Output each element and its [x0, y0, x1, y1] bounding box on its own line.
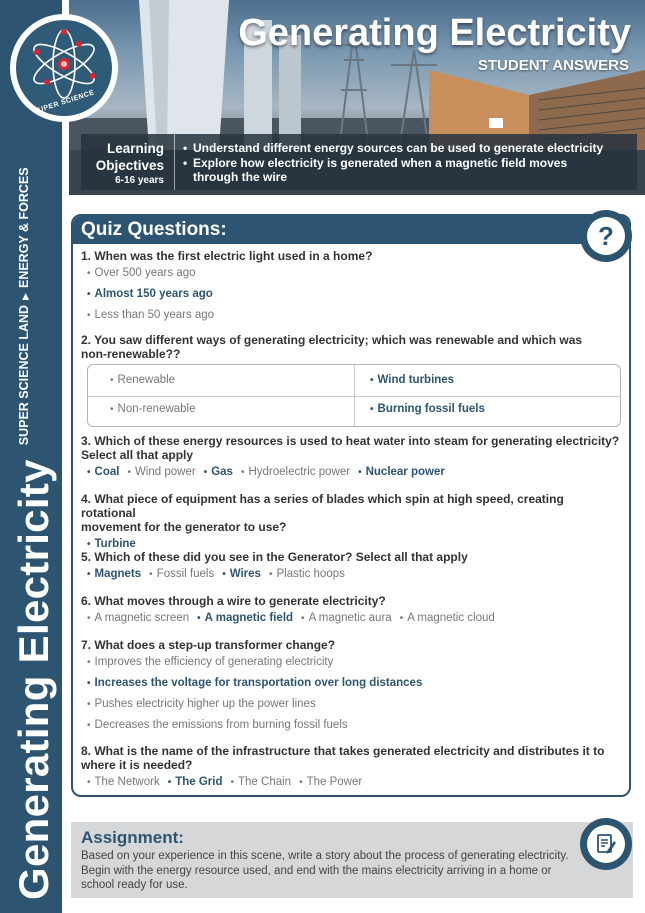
atom-icon — [16, 20, 112, 116]
notepad-pencil-icon — [587, 825, 625, 863]
answer-option: • A magnetic field — [197, 612, 294, 624]
question-icon — [580, 210, 632, 262]
question-text: 2. You saw different ways of generating electricity; which was renewable and which was — [81, 333, 583, 347]
objectives-label: Objectives — [95, 158, 164, 173]
option: • Decreases the emissions from burning fossil fuels — [87, 719, 348, 731]
question-text: non-renewable?? — [81, 347, 181, 361]
answer-option: • Magnets — [87, 568, 142, 580]
breadcrumb-topic: ENERGY & FORCES — [17, 167, 31, 289]
answer-option: • Nuclear power — [358, 466, 445, 478]
option: • The Chain — [230, 776, 292, 788]
answer-option: • Wires — [222, 568, 261, 580]
option: • Wind power — [127, 466, 196, 478]
option: • A magnetic screen — [87, 612, 190, 624]
question-2 — [81, 333, 621, 361]
answer-option: • Turbine — [87, 538, 136, 550]
question-text: Select all that apply — [81, 448, 194, 462]
page-subtitle: STUDENT ANSWERS — [477, 57, 629, 74]
answer-option: • Coal — [87, 466, 120, 478]
question-4 — [81, 492, 621, 555]
table-answer-cell: • Wind turbines — [370, 374, 455, 386]
answer-option: • The Grid — [167, 776, 223, 788]
question-text: 7. What does a step-up transformer change? — [81, 638, 336, 652]
objective-item: • Explore how electricity is generated when a magnetic field moves — [183, 155, 568, 170]
page-title: Generating Electricity — [238, 12, 631, 54]
question-text: 3. Which of these energy resources is used to heat water into steam for generating electricity? — [81, 434, 620, 448]
option: • A magnetic cloud — [399, 612, 495, 624]
learning-label: Learning — [106, 141, 164, 156]
quiz-section — [71, 214, 631, 797]
question-text: 6. What moves through a wire to generate electricity? — [81, 594, 386, 608]
question-text: where it is needed? — [81, 758, 193, 772]
learning-objectives — [81, 134, 637, 190]
question-text: 5. Which of these did you see in the Generator? Select all that apply — [81, 550, 468, 564]
option: • Fossil fuels — [149, 568, 215, 580]
question-text: 1. When was the first electric light used in a home? — [81, 249, 373, 263]
question-text: 8. What is the name of the infrastructure that takes generated electricity and distributes it to — [81, 744, 605, 758]
answer-option: • Almost 150 years ago — [87, 288, 213, 300]
objective-text: Understand different energy sources can be used to generate electricity — [193, 141, 604, 155]
options-row — [81, 462, 621, 483]
objectives-list — [175, 134, 603, 190]
option: • The Network — [87, 776, 160, 788]
question-7 — [81, 638, 621, 736]
table-cell: • Renewable — [110, 374, 176, 386]
option: • The Power — [299, 776, 363, 788]
sidebar-vertical-title — [10, 167, 58, 900]
table-cell: • Non-renewable — [110, 403, 196, 415]
sidebar-breadcrumb — [17, 167, 31, 445]
objective-item: • Understand different energy sources can be used to generate electricity — [183, 141, 604, 155]
super-science-logo — [10, 14, 118, 122]
question-8 — [81, 744, 621, 793]
question-1 — [81, 249, 621, 326]
assignment-section — [71, 822, 633, 898]
breadcrumb-arrow-icon: ▶ — [20, 293, 30, 300]
objective-text: through the wire — [193, 170, 287, 184]
quiz-heading: Quiz Questions: — [73, 216, 629, 244]
answer-option: • Increases the voltage for transportation over long distances — [87, 677, 423, 689]
objective-item — [183, 170, 603, 185]
assignment-icon — [580, 818, 632, 870]
option: • Pushes electricity higher up the power lines — [87, 698, 316, 710]
question-mark: ? — [587, 217, 625, 255]
breadcrumb-land: SUPER SCIENCE LAND — [17, 304, 31, 446]
options-row — [81, 608, 621, 629]
options-row — [81, 564, 621, 585]
logo-text: SUPER SCIENCE — [32, 89, 96, 116]
option: • Improves the efficiency of generating electricity — [87, 656, 334, 668]
option: • Over 500 years ago — [87, 267, 196, 279]
assignment-text: Based on your experience in this scene, write a story about the process of generating electricity. Begin with the energy resource used, and end with the mains electricity arriving in a home or school ready for use. — [81, 850, 569, 891]
question-6 — [81, 594, 621, 629]
sidebar-title: Generating Electricity — [10, 459, 57, 900]
header-banner — [69, 0, 645, 195]
option: • Less than 50 years ago — [87, 309, 215, 321]
objective-text: Explore how electricity is generated when a magnetic field moves — [193, 155, 568, 170]
option: • Plastic hoops — [268, 568, 345, 580]
table-divider — [354, 365, 355, 426]
question-text: 4. What piece of equipment has a series of blades which spin at high speed, creating rotational — [81, 492, 564, 520]
age-range: 6-16 years — [115, 175, 164, 186]
question-text: movement for the generator to use? — [81, 520, 287, 534]
answer-option: • Gas — [203, 466, 233, 478]
option: • Hydroelectric power — [240, 466, 351, 478]
assignment-title: Assignment: — [81, 828, 184, 847]
table-answer-cell: • Burning fossil fuels — [370, 403, 485, 415]
question-3 — [81, 434, 621, 483]
option: • A magnetic aura — [301, 612, 392, 624]
renewable-table — [87, 364, 621, 427]
options-row — [81, 772, 621, 793]
question-5 — [81, 550, 621, 585]
learning-objectives-label — [81, 134, 175, 190]
